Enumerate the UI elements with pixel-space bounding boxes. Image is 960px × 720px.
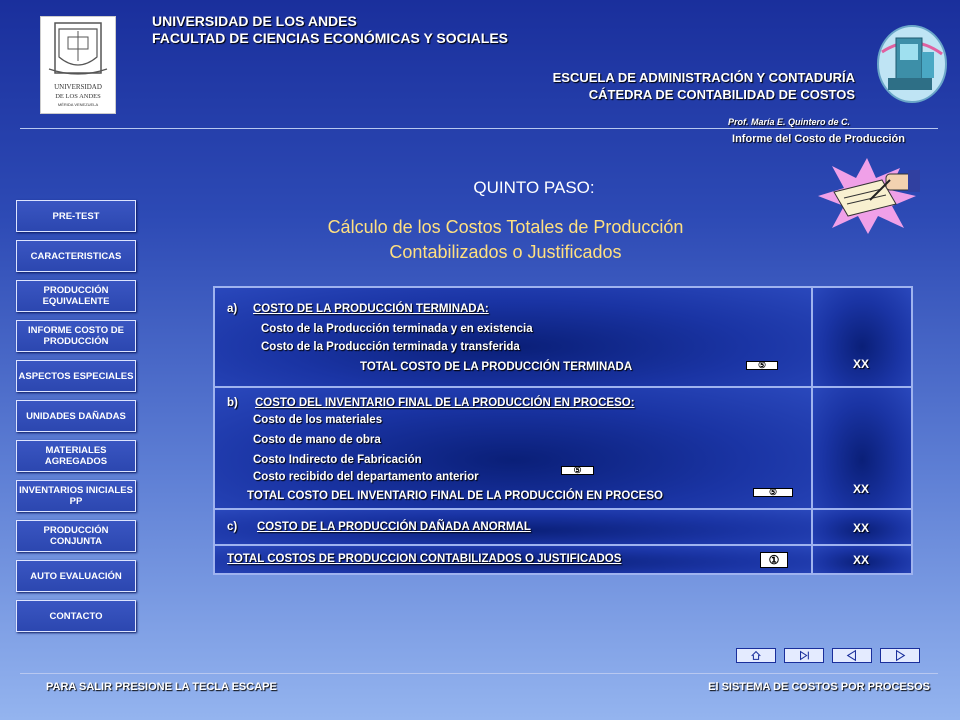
system-name: El SISTEMA DE COSTOS POR PROCESOS (708, 681, 930, 693)
row-total-mark: ① (760, 552, 788, 568)
row-total-value: XX (853, 553, 870, 567)
writing-hand-icon (812, 156, 922, 234)
next-icon (881, 649, 919, 662)
next-button[interactable] (880, 648, 920, 663)
sidebar-item-produccion-conjunta[interactable]: PRODUCCIÓN CONJUNTA (16, 520, 136, 552)
row-b-mark-1: ⑤ (561, 466, 594, 475)
row-a-value: XX (853, 357, 870, 371)
header-school (553, 69, 855, 103)
sidebar-item-inventarios-iniciales[interactable]: INVENTARIOS INICIALES PP (16, 480, 136, 512)
row-c-value: XX (853, 521, 870, 535)
logo-text-top: UNIVERSIDAD (54, 83, 102, 91)
previous-button[interactable] (832, 648, 872, 663)
sidebar-item-caracteristicas[interactable]: CARACTERISTICAS (16, 240, 136, 272)
row-b-description (214, 387, 812, 509)
report-title: Informe del Costo de Producción (732, 133, 905, 145)
row-b-line-3: Costo Indirecto de Fabricación (253, 454, 422, 466)
sidebar-item-aspectos-especiales[interactable]: ASPECTOS ESPECIALES (16, 360, 136, 392)
faculty-name: FACULTAD DE CIENCIAS ECONÓMICAS Y SOCIALES (152, 30, 508, 46)
row-total-description (214, 545, 812, 574)
university-logo (40, 16, 116, 114)
previous-icon (833, 649, 871, 662)
row-c-value-cell (812, 509, 912, 545)
sidebar-item-unidades-danadas[interactable]: UNIDADES DAÑADAS (16, 400, 136, 432)
row-a-line-2: Costo de la Producción terminada y transferida (261, 341, 520, 353)
row-a-heading: COSTO DE LA PRODUCCIÓN TERMINADA: (253, 303, 489, 315)
row-b-line-4: Costo recibido del departamento anterior (253, 471, 479, 483)
cost-table (213, 286, 913, 575)
row-c-heading: COSTO DE LA PRODUCCIÓN DAÑADA ANORMAL (257, 521, 531, 533)
row-b-value: XX (853, 482, 870, 496)
row-b-total-label: TOTAL COSTO DEL INVENTARIO FINAL DE LA PRODUCCIÓN EN PROCESO (247, 490, 663, 502)
row-b-mark-2: ⑤ (753, 488, 793, 497)
sidebar-item-produccion-equivalente[interactable]: PRODUCCIÓN EQUIVALENTE (16, 280, 136, 312)
step-title: QUINTO PASO: (473, 178, 595, 197)
row-b-value-cell (812, 387, 912, 509)
row-c-description (214, 509, 812, 545)
row-a-prefix: a) (227, 303, 238, 315)
sidebar-item-materiales-agregados[interactable]: MATERIALES AGREGADOS (16, 440, 136, 472)
school-name: ESCUELA DE ADMINISTRACIÓN Y CONTADURÍA (552, 70, 855, 85)
chair-name: CÁTEDRA DE CONTABILIDAD DE COSTOS (588, 87, 855, 102)
end-icon (785, 649, 823, 662)
row-b-heading: COSTO DEL INVENTARIO FINAL DE LA PRODUCCIÓN EN PROCESO: (255, 397, 635, 409)
row-b-line-1: Costo de los materiales (253, 414, 383, 426)
computer-globe-icon (872, 22, 948, 104)
exit-instruction: PARA SALIR PRESIONE LA TECLA ESCAPE (46, 681, 277, 693)
row-a-line-1: Costo de la Producción terminada y en existencia (261, 323, 533, 335)
row-total-value-cell (812, 545, 912, 574)
row-c-prefix: c) (227, 521, 238, 533)
section-title-line-2: Contabilizados o Justificados (389, 242, 622, 262)
row-a-value-cell (812, 287, 912, 387)
row-a-total-label: TOTAL COSTO DE LA PRODUCCIÓN TERMINADA (360, 361, 633, 373)
logo-text-mid: DE LOS ANDES (55, 93, 101, 100)
footer-divider (20, 673, 938, 674)
end-button[interactable] (784, 648, 824, 663)
sidebar-item-pre-test[interactable]: PRE-TEST (16, 200, 136, 232)
sidebar-item-informe-costo[interactable]: INFORME COSTO DE PRODUCCIÓN (16, 320, 136, 352)
header-divider (20, 128, 938, 129)
professor-name: Prof. María E. Quintero de C. (727, 117, 850, 127)
row-b-line-2: Costo de mano de obra (253, 434, 381, 446)
home-button[interactable] (736, 648, 776, 663)
row-a-description (214, 287, 812, 387)
section-title-line-1: Cálculo de los Costos Totales de Producción (327, 217, 684, 237)
row-a-mark: ⑤ (746, 361, 778, 370)
university-name: UNIVERSIDAD DE LOS ANDES (152, 13, 357, 29)
home-icon (737, 649, 775, 662)
logo-text-bottom: MÉRIDA VENEZUELA (57, 102, 99, 107)
row-total-label: TOTAL COSTOS DE PRODUCCION CONTABILIZADOS O JUSTIFICADOS (227, 553, 622, 565)
header-institution (152, 13, 508, 47)
sidebar-item-auto-evaluacion[interactable]: AUTO EVALUACIÓN (16, 560, 136, 592)
row-b-prefix: b) (227, 397, 238, 409)
sidebar-item-contacto[interactable]: CONTACTO (16, 600, 136, 632)
